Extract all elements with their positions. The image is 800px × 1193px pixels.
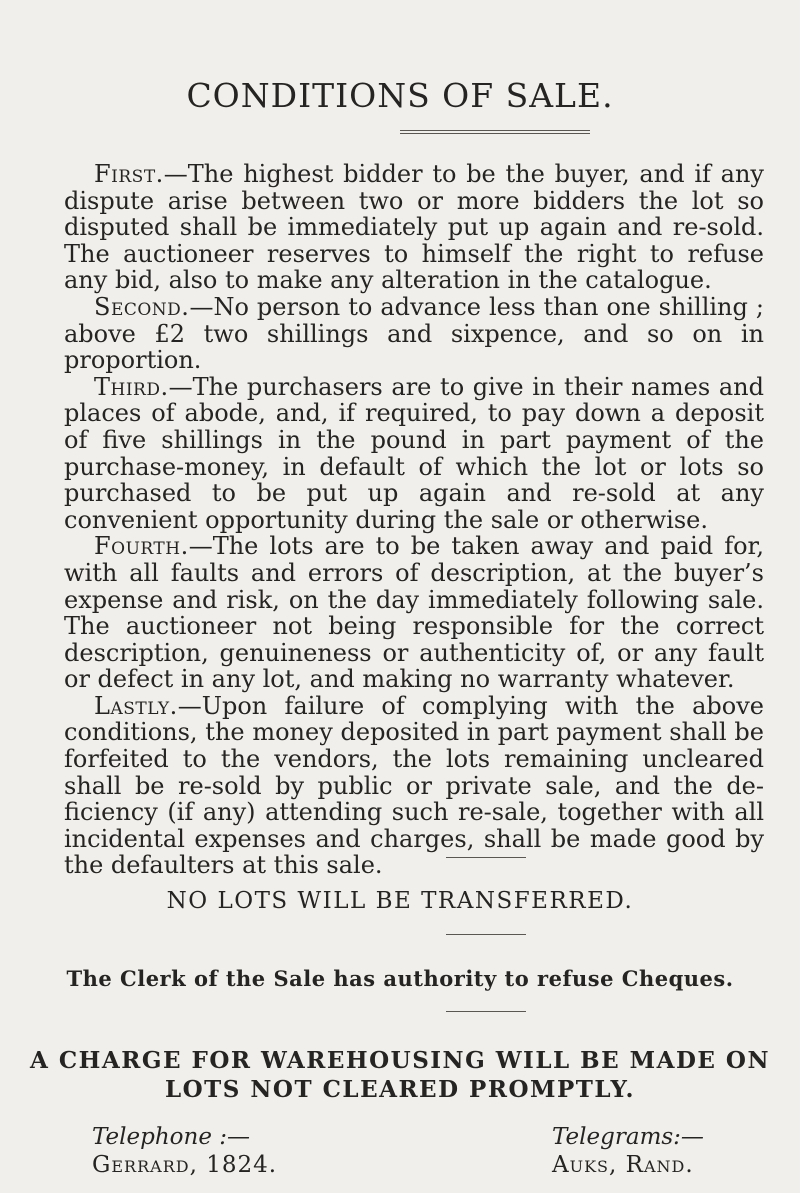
condition-text: —The purchasers are to give in their names and places of abode, and, if required, to pay down a deposit of five shillings in the pound in part payment of the purchase-money, in default of which the lot or lots so purchased to be put up again and re-sold at any convenient opportunity during the sale or otherwise. (64, 372, 764, 534)
telegrams-value: Auks, Rand. (552, 1152, 694, 1178)
condition-text: —The highest bidder to be the buyer, and if any dispute arise between two or more bidders the lot so disputed shall be immediately put up again and re-sold. The auctioneer reserves to himself the right to refuse any bid, also to make any alteration in the catalogue. (64, 160, 764, 295)
conditions-list (64, 161, 764, 879)
condition-fourth (64, 533, 764, 693)
condition-lastly (64, 693, 764, 879)
condition-second (64, 294, 764, 374)
condition-heading: Lastly. (94, 691, 178, 720)
cheques-notice: The Clerk of the Sale has authority to refuse Cheques. (66, 966, 734, 991)
condition-text: —No person to advance less than one shilling ; above £2 two shillings and sixpence, and so on in proportion. (64, 292, 764, 375)
section-divider (446, 857, 526, 858)
telegrams-block (552, 1123, 704, 1179)
no-transfer-notice: NO LOTS WILL BE TRANSFERRED. (166, 888, 634, 914)
section-divider (446, 934, 526, 935)
condition-heading: Fourth. (94, 532, 189, 561)
warehousing-notice: A CHARGE FOR WAREHOUSING WILL BE MADE ON LOTS NOT CLEARED PROMPTLY. (30, 1047, 770, 1103)
condition-text: —The lots are to be taken away and paid for, with all faults and errors of description, at the buyer’s expense and risk, on the day immediately following sale. The auctioneer not being responsible for the correct description, genuineness or authenticity of, or any fault or defect in any lot, and making no warranty whatever. (64, 532, 764, 694)
condition-third (64, 374, 764, 534)
telephone-label: Telephone :— (92, 1124, 251, 1150)
condition-heading: First. (94, 160, 164, 188)
telephone-block (92, 1123, 277, 1179)
condition-heading: Second. (94, 292, 190, 321)
condition-heading: Third. (94, 372, 169, 401)
title-divider-double (400, 133, 590, 134)
section-divider (446, 1011, 526, 1012)
telegrams-label: Telegrams:— (552, 1124, 704, 1150)
condition-text: —Upon failure of complying with the above conditions, the money deposited in part payment shall be forfeited to the vendors, the lots remaining uncleared shall be re-sold by public or private sale, and the de-ficiency (if any) attending such re-sale, together with all incidental expenses and charges, shall be made good by the defaulters at this sale. (64, 691, 764, 880)
page-title: CONDITIONS OF SALE. (186, 76, 614, 115)
condition-first (64, 161, 764, 294)
telephone-value: Gerrard, 1824. (92, 1152, 278, 1178)
title-divider (400, 130, 590, 131)
